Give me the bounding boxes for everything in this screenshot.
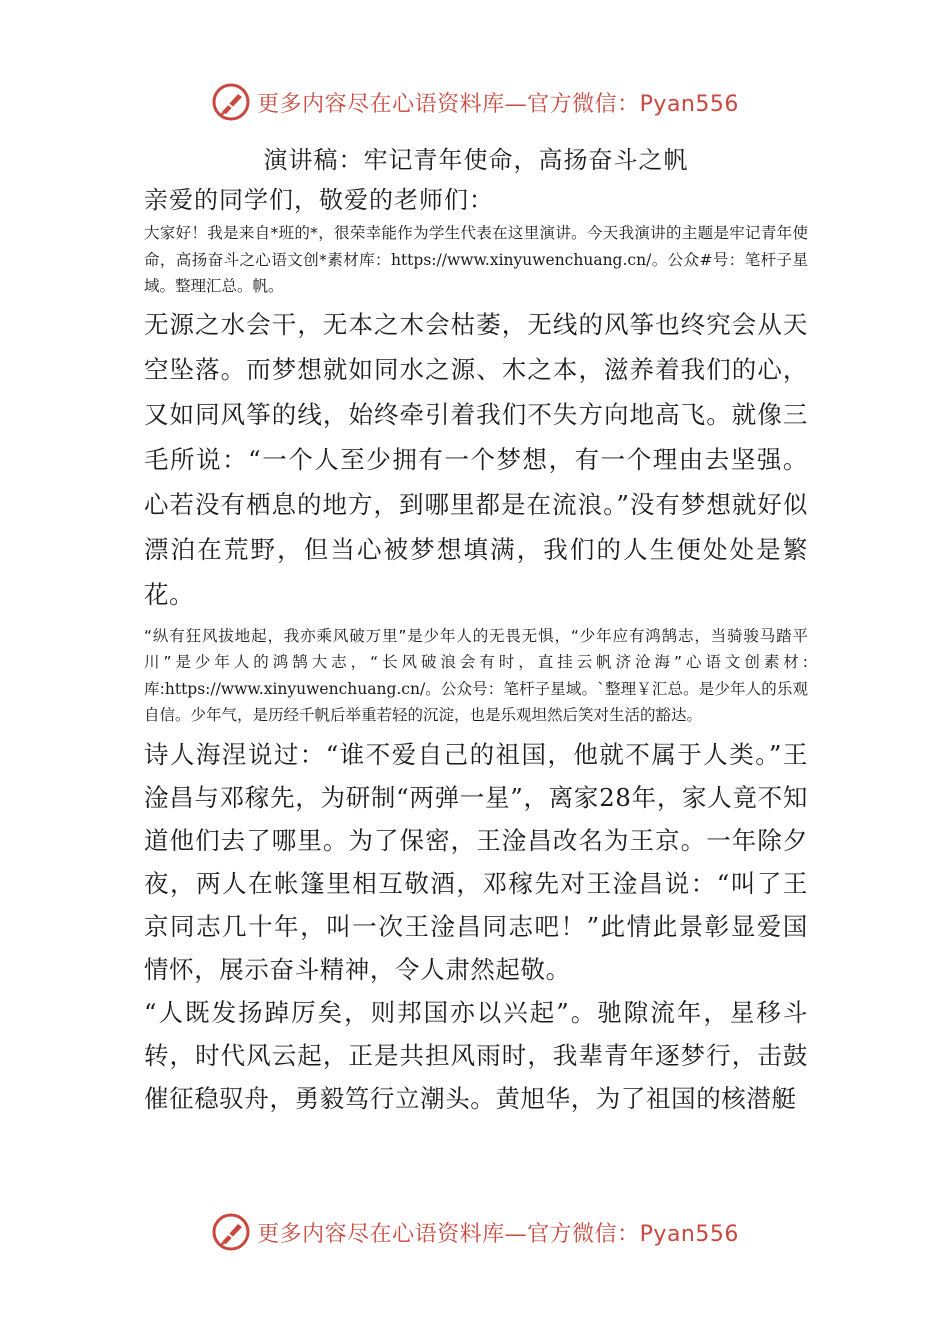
pen-logo-icon: [211, 82, 251, 122]
document-body: [144, 140, 808, 1120]
paragraph-patriotism: 诗人海涅说过：“谁不爱自己的祖国，他就不属于人类。”王淦昌与邓稼先，为研制“两弹一星”，离家28年，家人竟不知道他们去了哪里。为了保密，王淦昌改名为王京。一年除夕夜，两人在帐篷里相互敬酒，邓稼先对王淦昌说：“叫了王京同志几十年，叫一次王淦昌同志吧！”此情此景彰显爱国情怀，展示奋斗精神，令人肃然起敬。: [144, 739, 808, 984]
page-title: 演讲稿：牢记青年使命，高扬奋斗之帆: [263, 146, 689, 174]
footer-banner: [0, 1210, 950, 1254]
header-banner: [0, 80, 950, 124]
greeting: 亲爱的同学们，敬爱的老师们：: [144, 186, 494, 214]
paragraph-striving: “人既发扬踔厉矣，则邦国亦以兴起”。驰隙流年，星移斗转，时代风云起，正是共担风雨时，我辈青年逐梦行，击鼓催征稳驭舟，勇毅笃行立潮头。黄旭华，为了祖国的核潜艇: [144, 997, 808, 1113]
intro-paragraph: 大家好！我是来自*班的*，很荣幸能作为学生代表在这里演讲。今天我演讲的主题是牢记青年使命，高扬奋斗之心语文创*素材库：https://www.xinyuwenchuang.cn/。公众#号：笔杆子星域。整理汇总。帆。: [144, 224, 808, 295]
paragraph-dream: 无源之水会干，无本之木会枯萎，无线的风筝也终究会从天空坠落。而梦想就如同水之源、木之本，滋养着我们的心，又如同风筝的线，始终牵引着我们不失方向地高飞。就像三毛所说：“一个人至少拥有一个梦想，有一个理由去坚强。心若没有栖息的地方，到哪里都是在流浪。”没有梦想就好似漂泊在荒野，但当心被梦想填满，我们的人生便处处是繁花。: [144, 309, 808, 609]
banner-text: 更多内容尽在心语资料库—官方微信：Pyan556: [257, 91, 739, 117]
paragraph-youth: “纵有狂风拔地起，我亦乘风破万里”是少年人的无畏无惧，“少年应有鸿鹄志，当骑骏马踏平川”是少年人的鸿鹄大志，“长风破浪会有时，直挂云帆济沧海”心语文创素材:库:https://www.xinyuwenchuang.cn/。公众号：笔杆子星域。`整理￥汇总。是少年人的乐观自信。少年气，是历经千帆后举重若轻的沉淀，也是乐观坦然后笑对生活的豁达。: [144, 626, 808, 724]
banner-text: 更多内容尽在心语资料库—官方微信：Pyan556: [257, 1221, 739, 1247]
pen-logo-icon: [211, 1212, 251, 1252]
